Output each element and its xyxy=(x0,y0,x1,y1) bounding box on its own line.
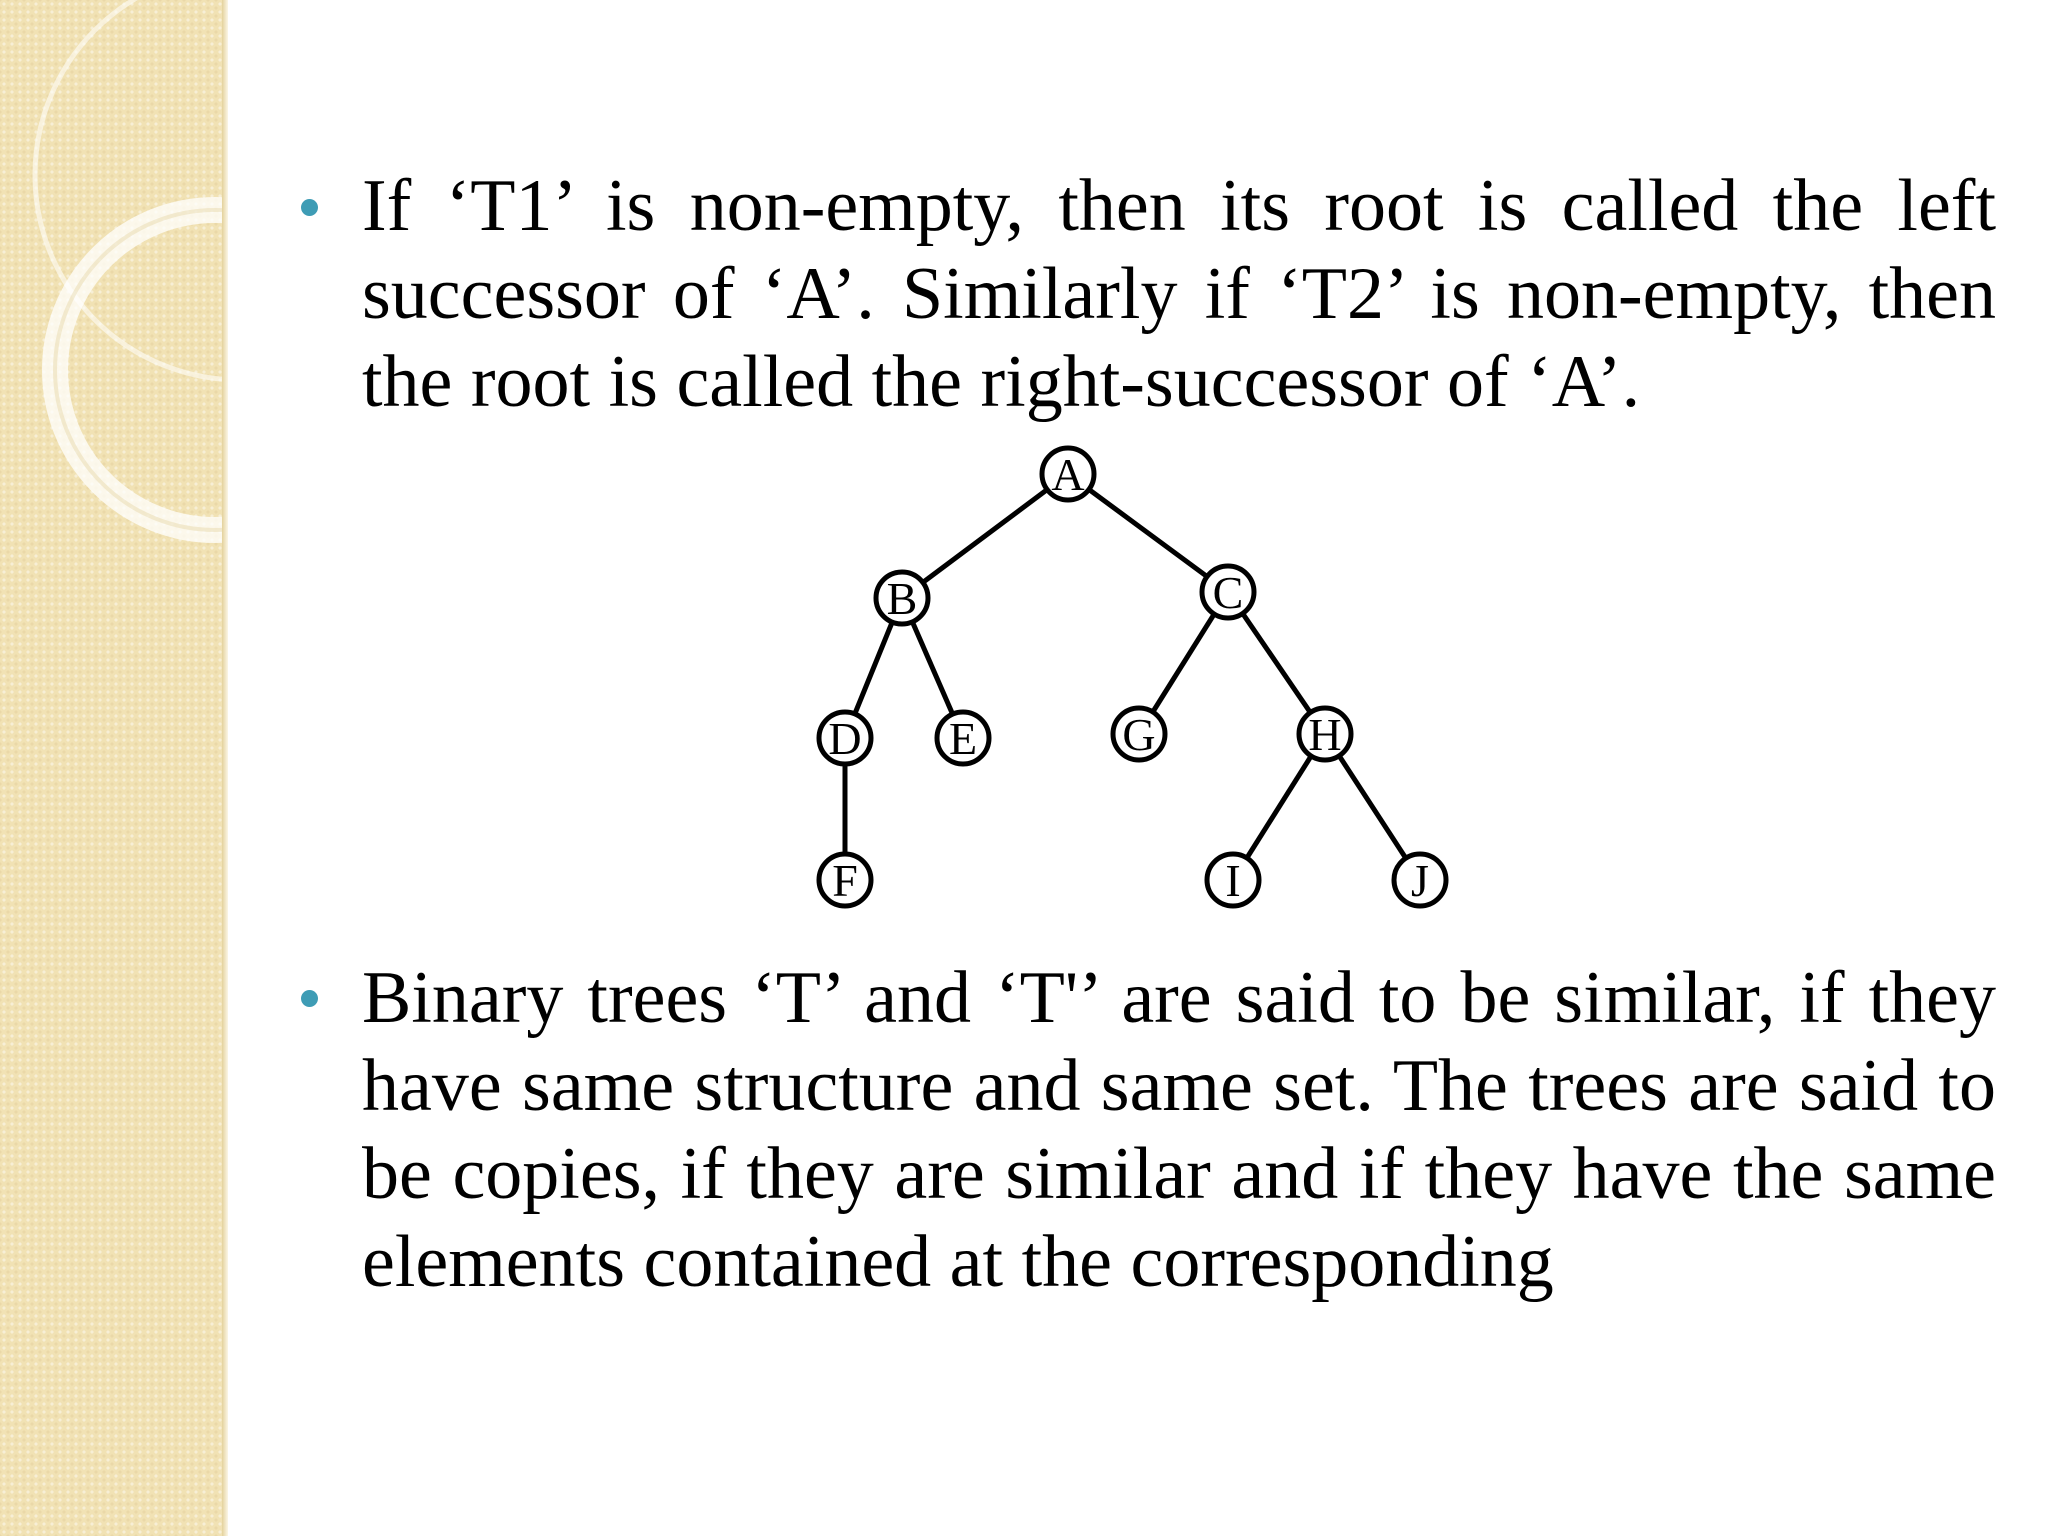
tree-edges xyxy=(845,474,1420,880)
tree-node-e xyxy=(937,712,989,764)
tree-node-label: J xyxy=(1411,855,1429,906)
tree-node-b xyxy=(876,572,928,624)
tree-nodes xyxy=(819,448,1446,906)
tree-node-d xyxy=(819,712,871,764)
tree-node-a xyxy=(1042,448,1094,500)
tree-node-label: E xyxy=(948,713,978,764)
tree-node-label: C xyxy=(1212,567,1244,618)
tree-node-label: G xyxy=(1122,709,1156,760)
bullet-text-2: Binary trees ‘T’ and ‘T'’ are said to be similar, if they have same structure and same set. The trees are said to be copies, if they are similar and if they have the same elements contained at the corresponding xyxy=(362,957,1996,1303)
tree-node-label: F xyxy=(832,855,858,906)
tree-node-label: B xyxy=(886,573,918,624)
tree-node-j xyxy=(1394,854,1446,906)
tree-node-g xyxy=(1113,708,1165,760)
tree-node-label: D xyxy=(828,713,862,764)
tree-edge-a-b xyxy=(902,474,1068,598)
tree-edge-a-c xyxy=(1068,474,1228,592)
tree-node-i xyxy=(1207,854,1259,906)
bullet-dot-2 xyxy=(301,990,318,1007)
tree-node-f xyxy=(819,854,871,906)
tree-node-c xyxy=(1202,566,1254,618)
tree-node-label: A xyxy=(1051,449,1085,500)
tree-node-label: I xyxy=(1225,855,1241,906)
bullet-text-1: If ‘T1’ is non-empty, then its root is called the left successor of ‘A’. Similarly if ‘T2’ is non-empty, then the root is called the right-successor of ‘A’. xyxy=(362,165,1996,423)
tree-node-label: H xyxy=(1308,709,1342,760)
tree-node-h xyxy=(1299,708,1351,760)
